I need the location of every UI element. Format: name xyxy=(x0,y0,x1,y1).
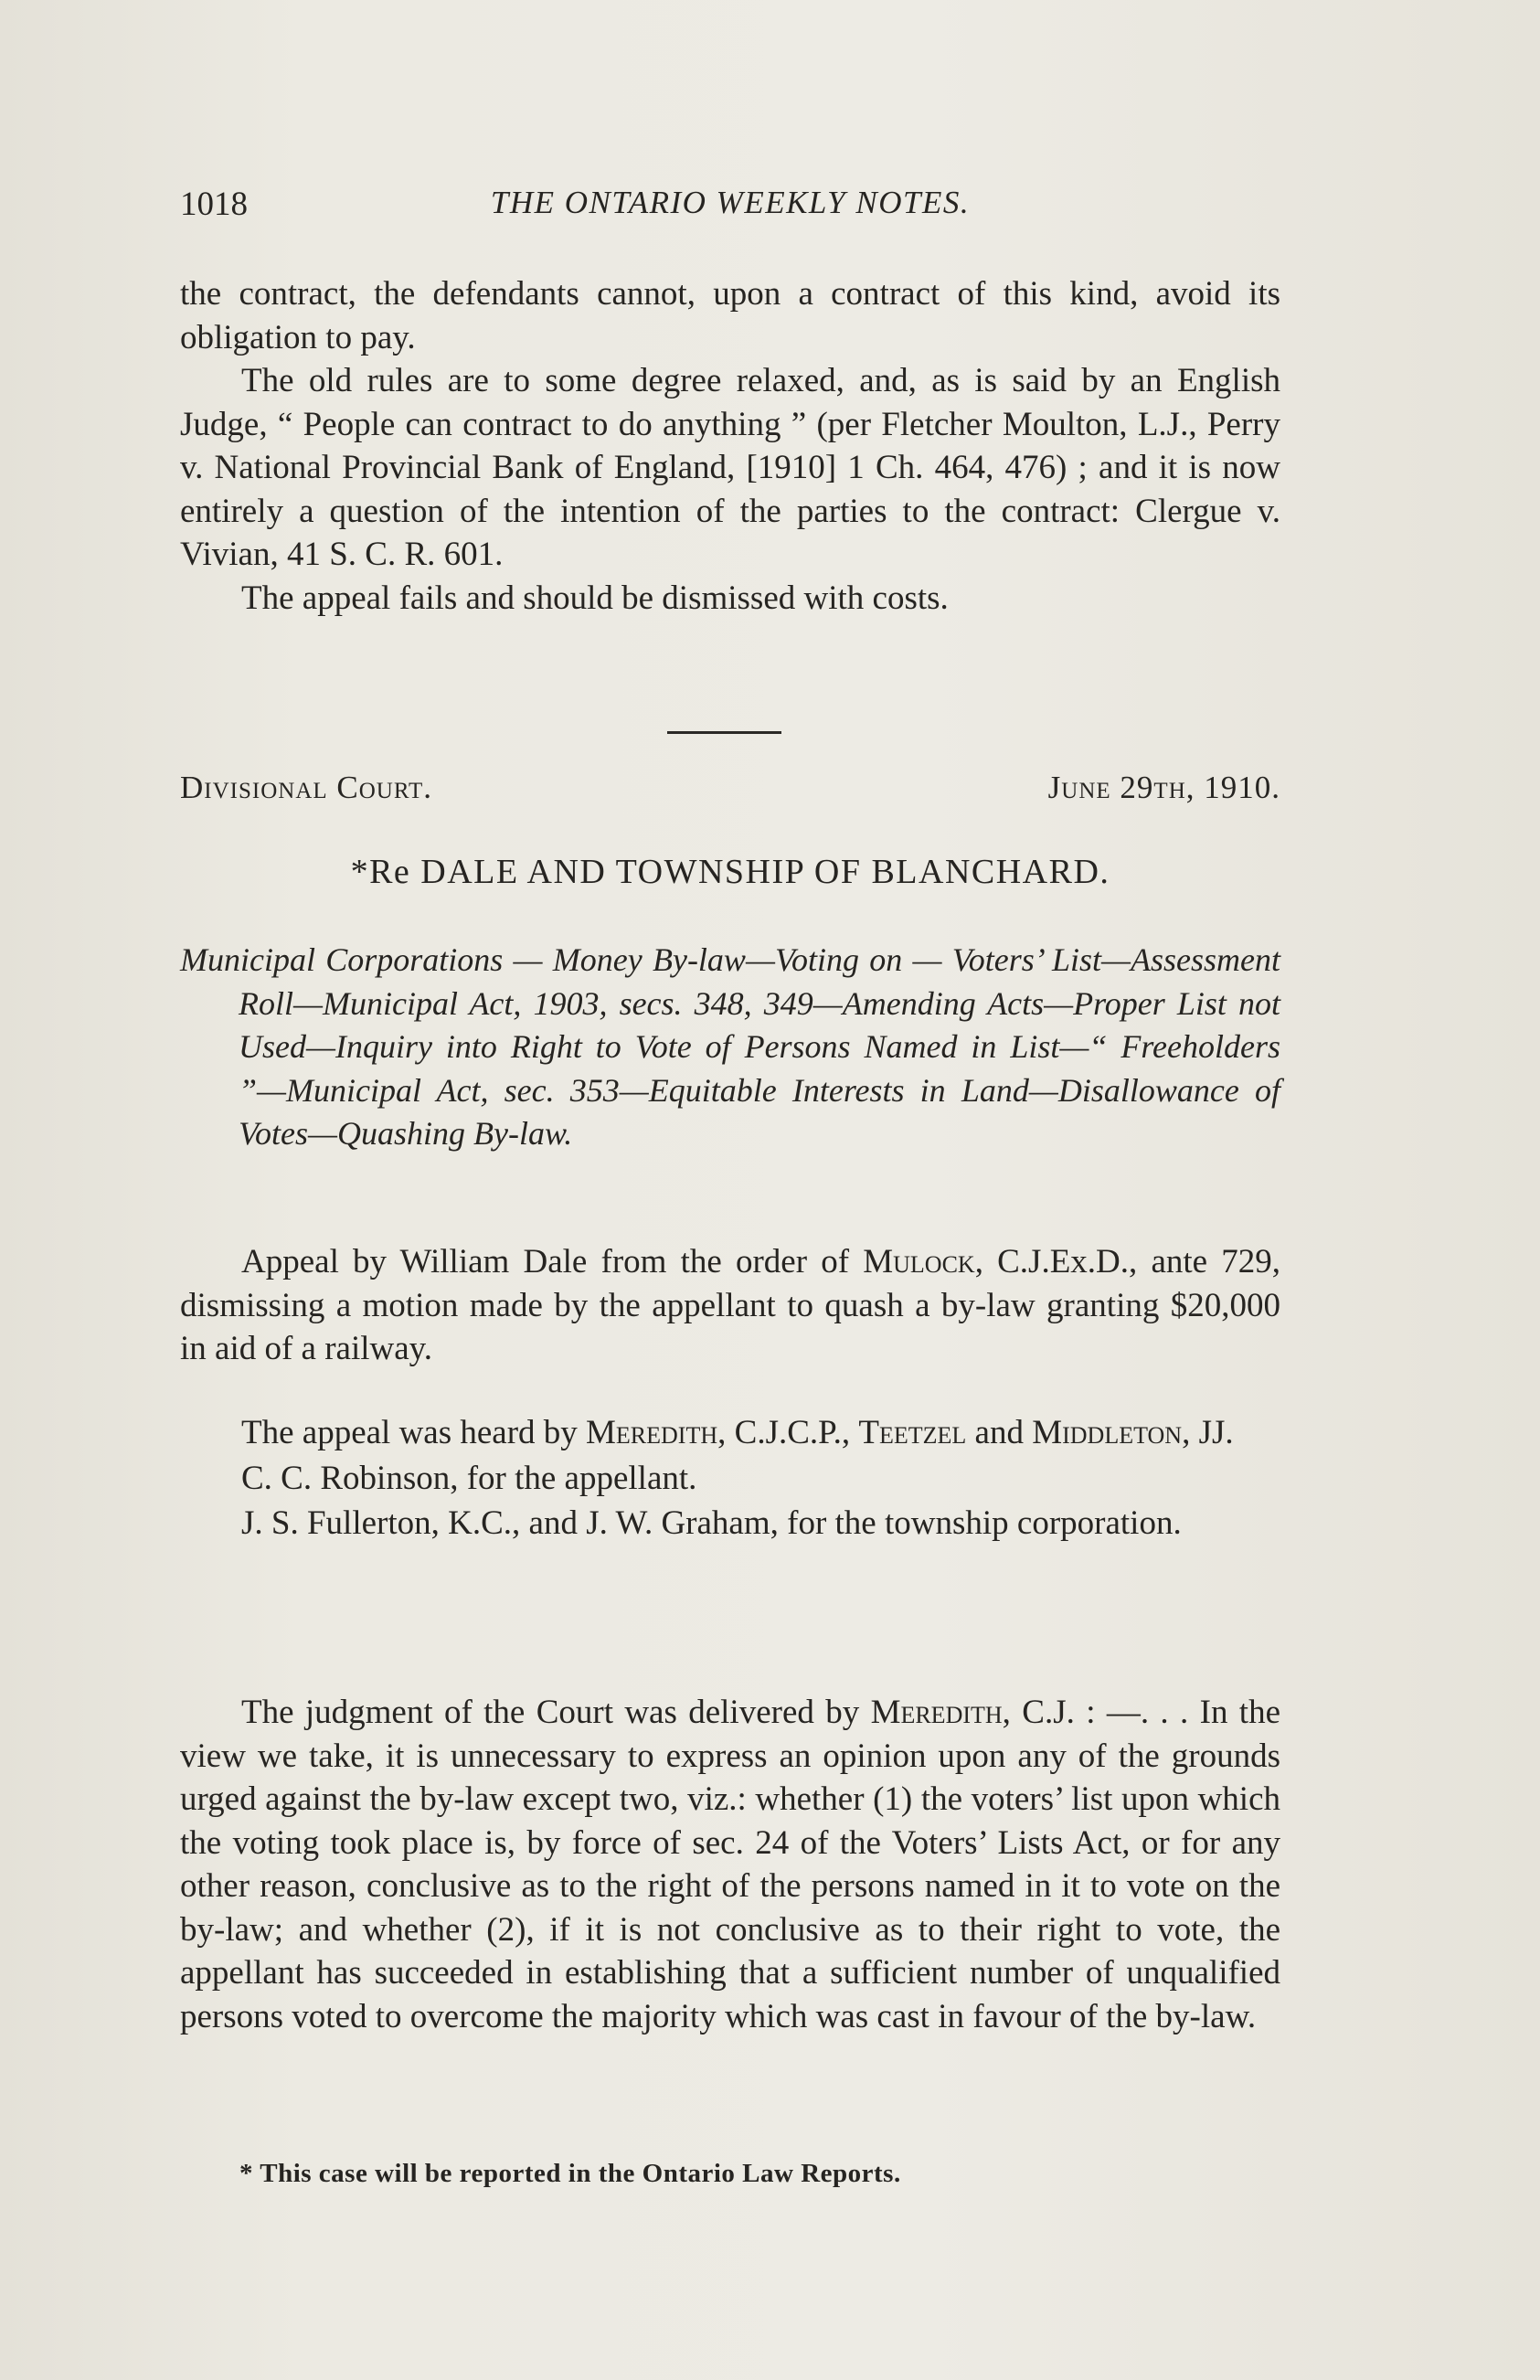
text-run: The appeal was heard by xyxy=(241,1414,587,1451)
text-run: , C.J. : —. . . In the view we take, it is unnecessary to express an opinion upon any of the grounds urged against the by-law except two, viz.: whether (1) the voters’ list upon which the voting took place is, by force of sec. 24 of the Voters’ Lists Act, or for any other reason, conclusive as to the right of the persons named in it to vote on the by-law; and whether (2), if it is not conclusive as to their right to vote, the appellant has succeeded in establishing that a sufficient number of unqualified persons voted to overcome the majority which was cast in favour of the by-law. xyxy=(180,1694,1280,2035)
judge-name: Middleton xyxy=(1032,1414,1183,1451)
footnote: * This case will be reported in the Ontario Law Reports. xyxy=(239,2159,901,2188)
page-number: 1018 xyxy=(180,186,248,223)
judgment-paragraph xyxy=(180,1691,1280,2038)
text-run: Appeal by William Dale from the order of xyxy=(241,1243,864,1280)
text-run: The judgment of the Court was delivered by xyxy=(241,1694,871,1731)
paragraph: the contract, the defendants cannot, upon a contract of this kind, avoid its obligation to pay. xyxy=(180,275,1280,356)
appeal-paragraph xyxy=(180,1240,1280,1371)
court-name: Divisional Court. xyxy=(180,770,433,805)
hearing-block xyxy=(180,1411,1280,1546)
decision-date: June 29th, 1910. xyxy=(1047,770,1280,805)
appeal-paragraph-block xyxy=(180,1240,1280,1371)
text-run: , JJ. xyxy=(1182,1414,1234,1451)
text-run: , C.J.Ex.D., ante 729, dismissing a motion made by the appellant to quash a by-law granting $20,000 in aid of a railway. xyxy=(180,1243,1280,1367)
judge-name: Teetzel xyxy=(858,1414,967,1451)
counsel-respondent: J. S. Fullerton, K.C., and J. W. Graham, for the township corporation. xyxy=(241,1504,1182,1542)
paragraph: The appeal fails and should be dismissed with costs. xyxy=(241,579,949,617)
section-divider xyxy=(667,731,781,734)
running-title: THE ONTARIO WEEKLY NOTES. xyxy=(490,185,971,220)
judge-name: Meredith xyxy=(870,1694,1003,1731)
previous-case-text xyxy=(180,272,1280,620)
page-header xyxy=(180,185,1280,230)
heard-paragraph xyxy=(180,1411,1280,1455)
judgment-block xyxy=(180,1691,1280,2038)
court-line xyxy=(180,770,1280,806)
text-run: , C.J.C.P., xyxy=(717,1414,859,1451)
judge-name: Mulock xyxy=(863,1243,975,1280)
case-title: *Re DALE AND TOWNSHIP OF BLANCHARD. xyxy=(350,853,1110,891)
headnote-text: Municipal Corporations — Money By-law—Voting on — Voters’ List—Assessment Roll—Municipal Act, 1903, secs. 348, 349—Amending Acts—Proper List not Used—Inquiry into Right to Vote of Persons Named in List—“ Freeholders ”—Municipal Act, sec. 353—Equitable Interests in Land—Disallowance of Votes—Quashing By-law. xyxy=(180,941,1280,1152)
paragraph: The old rules are to some degree relaxed, and, as is said by an English Judge, “ People can contract to do anything ” (per Fletcher Moulton, L.J., Perry v. National Provincial Bank of England, [1910] 1 Ch. 464, 476) ; and it is now entirely a question of the intention of the parties to the contract: Clergue v. Vivian, 41 S. C. R. 601. xyxy=(180,362,1280,573)
judge-name: Meredith xyxy=(586,1414,718,1451)
headnote xyxy=(180,939,1280,1156)
counsel-appellant: C. C. Robinson, for the appellant. xyxy=(241,1459,697,1497)
text-run: and xyxy=(966,1414,1033,1451)
